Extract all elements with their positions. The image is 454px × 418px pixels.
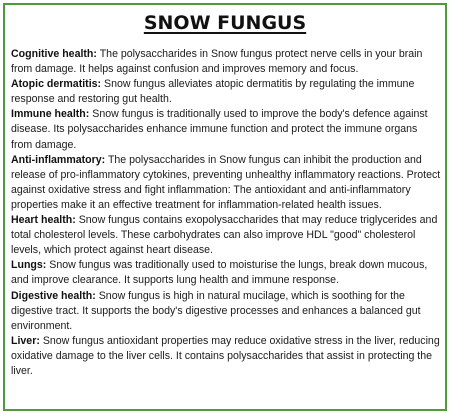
benefit-heading: Cognitive health: bbox=[11, 48, 97, 60]
benefit-heart-health bbox=[11, 213, 441, 258]
benefit-heading: Atopic dermatitis: bbox=[11, 78, 102, 91]
benefit-text: Snow fungus antioxidant properties may reduce oxidative stress in the liver, reducing oxidative damage to the liver cells. It contains polysaccharides that assist in protecting the liver. bbox=[11, 334, 440, 377]
benefit-heading: Heart health: bbox=[11, 214, 76, 227]
benefit-text: Snow fungus was traditionally used to moisturise the lungs, break down mucous, and improve clearance. It supports lung health and immune response. bbox=[11, 259, 428, 287]
benefit-heading: Digestive health: bbox=[11, 289, 96, 302]
benefit-atopic-dermatitis bbox=[11, 77, 441, 107]
benefit-text: Snow fungus is traditionally used to improve the body's defence against disease. Its polysaccharides enhance immune function and protect the immune organs from damage. bbox=[11, 108, 428, 151]
benefit-liver bbox=[11, 334, 441, 379]
benefit-anti-inflammatory bbox=[11, 153, 441, 213]
benefit-text: Snow fungus alleviates atopic dermatitis by regulating the immune response and restoring gut health. bbox=[11, 78, 415, 106]
info-card bbox=[3, 3, 447, 411]
benefit-heading: Immune health: bbox=[11, 108, 90, 121]
page-title: SNOW FUNGUS bbox=[143, 12, 307, 34]
benefit-lungs bbox=[11, 258, 441, 288]
benefits-list bbox=[11, 47, 441, 379]
benefit-text: The polysaccharides in Snow fungus protect nerve cells in your brain from damage. It helps against confusion and improves memory and focus. bbox=[11, 48, 423, 76]
benefit-heading: Anti-inflammatory: bbox=[11, 153, 106, 166]
benefit-digestive-health bbox=[11, 289, 441, 334]
benefit-heading: Lungs: bbox=[11, 259, 47, 272]
benefit-heading: Liver: bbox=[11, 334, 40, 347]
benefit-cognitive-health bbox=[11, 47, 441, 77]
benefit-text: Snow fungus is high in natural mucilage, which is soothing for the digestive tract. It supports the body's digestive processes and enhances a balanced gut environment. bbox=[11, 289, 421, 332]
benefit-text: The polysaccharides in Snow fungus can inhibit the production and release of pro-inflammatory cytokines, preventing unhealthy inflammatory reactions. Protect against oxidative stress and fight inflammation: The antioxidant and anti-inflammatory properties make it an effective treatment for inflammation-related health issues. bbox=[11, 153, 441, 211]
benefit-immune-health bbox=[11, 107, 441, 152]
benefit-text: Snow fungus contains exopolysaccharides that may reduce triglycerides and total cholesterol levels. These carbohydrates can also improve HDL "good" cholesterol levels, which protect against heart disease. bbox=[11, 214, 438, 257]
